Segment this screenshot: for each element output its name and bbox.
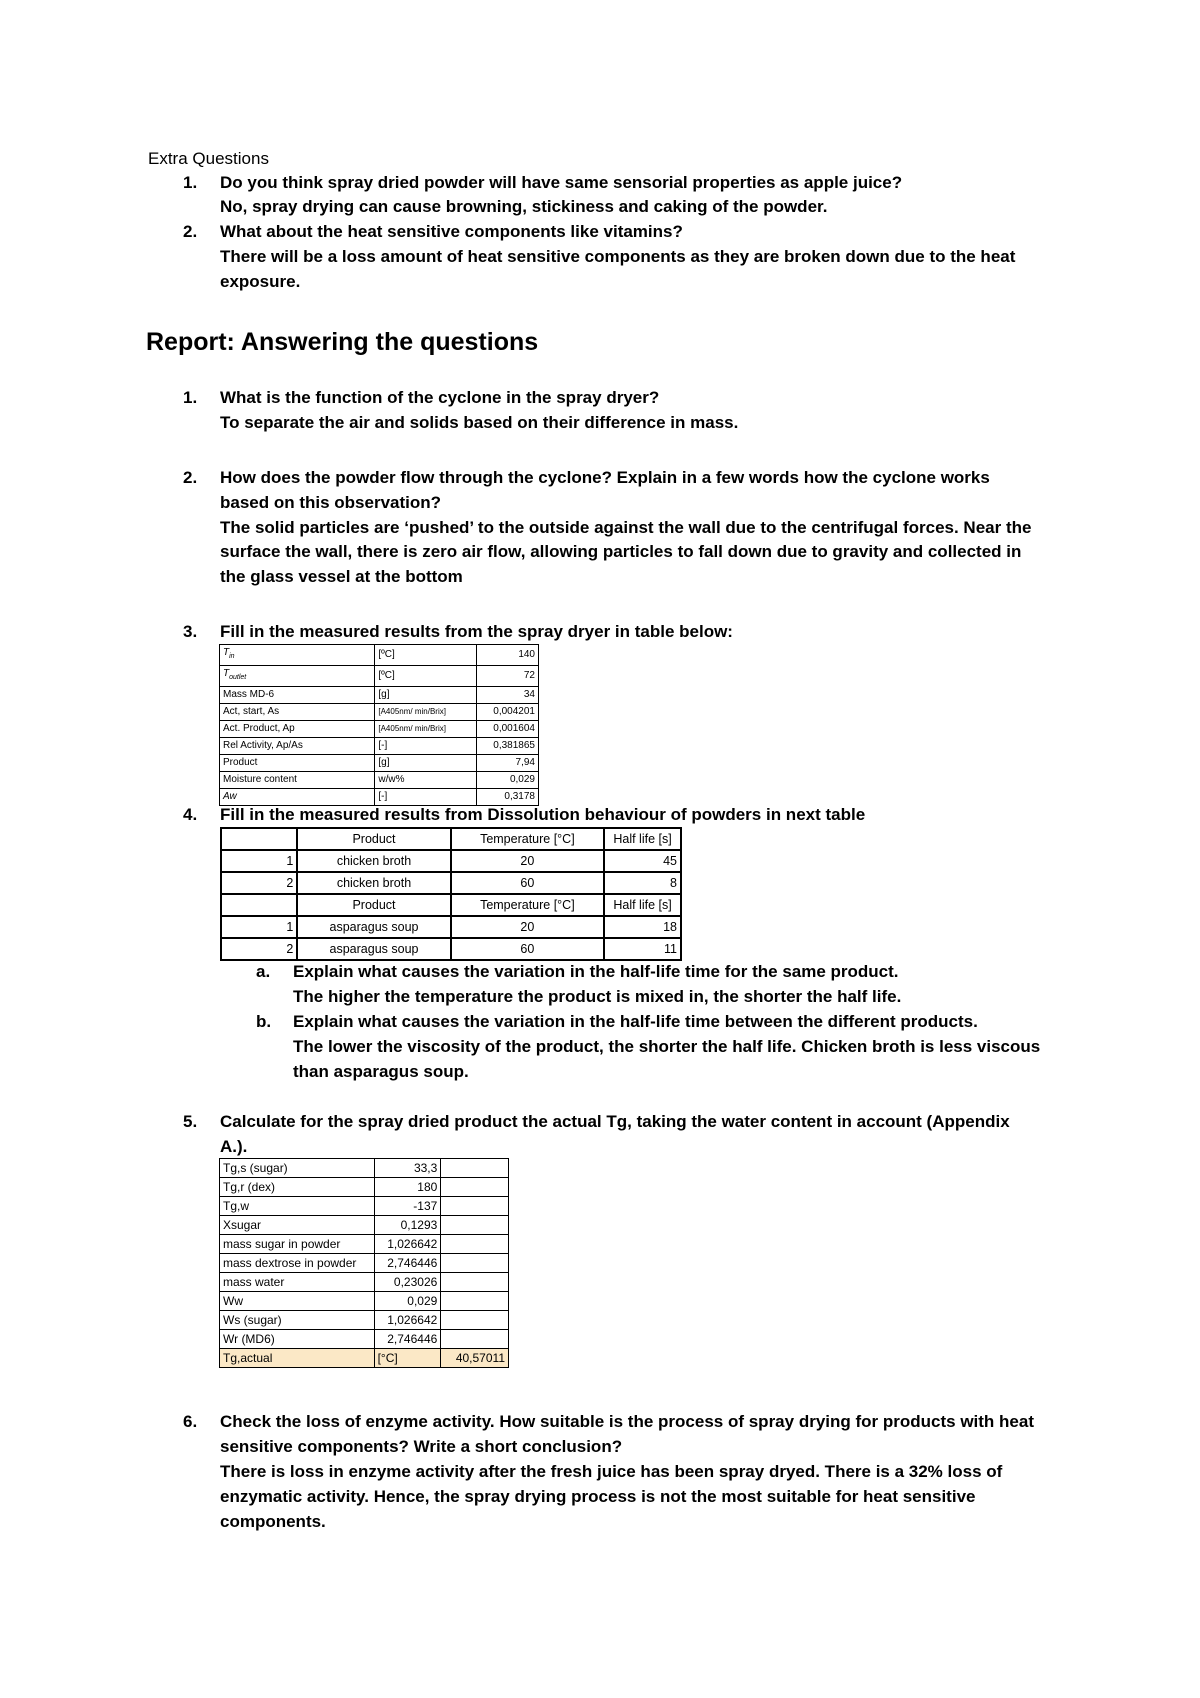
extra-q2-answer-line2: exposure. (220, 272, 301, 291)
cell-extra (441, 1178, 509, 1197)
cell-label: Act. Product, Ap (220, 721, 375, 738)
cell: Half life [s] (604, 828, 681, 850)
q1-number: 1. (183, 388, 198, 407)
q5-text-line2: A.). (220, 1137, 248, 1156)
table-row (221, 828, 681, 850)
spray-dryer-table (219, 644, 539, 806)
cell-value: 0,23026 (374, 1273, 441, 1292)
table-row (220, 1178, 509, 1197)
cell-label: Moisture content (220, 772, 375, 789)
cell-value: 0,3178 (477, 789, 539, 806)
dissolution-table (220, 827, 682, 961)
q1-answer: To separate the air and solids based on their difference in mass. (220, 413, 739, 432)
extra-q1-answer: No, spray drying can cause browning, stickiness and caking of the powder. (220, 197, 828, 216)
cell-value: 2,746446 (374, 1254, 441, 1273)
cell-unit: [ºC] (375, 645, 477, 666)
cell-value: 180 (374, 1178, 441, 1197)
cell: 20 (451, 916, 604, 938)
q2-question-line2: based on this observation? (220, 493, 442, 512)
q6-answer-line1: There is loss in enzyme activity after the fresh juice has been spray dryed. There is a 32% loss of (220, 1462, 1003, 1481)
cell-label: Aw (220, 789, 375, 806)
cell-value: 0,001604 (477, 721, 539, 738)
table-row (220, 1254, 509, 1273)
table-row (221, 850, 681, 872)
table-row (220, 1311, 509, 1330)
cell-value: 0,004201 (477, 704, 539, 721)
q6-question-line2: sensitive components? Write a short conclusion? (220, 1437, 623, 1456)
table-row (220, 738, 539, 755)
cell-label: Product (220, 755, 375, 772)
q4b-question: Explain what causes the variation in the half-life time between the different products. (293, 1012, 978, 1031)
cell: Product (297, 828, 450, 850)
cell-value: 7,94 (477, 755, 539, 772)
table-row (221, 872, 681, 894)
cell: 8 (604, 872, 681, 894)
cell-unit: [A405nm/ min/Brix] (375, 721, 477, 738)
cell-unit: [-] (375, 789, 477, 806)
cell-value: 72 (477, 666, 539, 687)
table-row (220, 772, 539, 789)
table-row (220, 704, 539, 721)
q2-question-line1: How does the powder flow through the cyclone? Explain in a few words how the cyclone works (220, 468, 990, 487)
q4b-letter: b. (256, 1012, 272, 1031)
table-row (220, 1330, 509, 1349)
cell: 18 (604, 916, 681, 938)
cell-unit: [ºC] (375, 666, 477, 687)
cell-label: Tg,actual (220, 1349, 375, 1368)
extra-title: Extra Questions (148, 149, 269, 168)
cell: Half life [s] (604, 894, 681, 916)
cell: Temperature [°C] (451, 828, 604, 850)
cell: asparagus soup (297, 916, 450, 938)
cell: 2 (221, 938, 297, 960)
q4b-answer-line2: than asparagus soup. (293, 1062, 469, 1081)
cell-label: $T_{outlet}$ (220, 666, 375, 687)
q2-answer-line1: The solid particles are ‘pushed’ to the outside against the wall due to the centrifugal forces. Near the (220, 518, 1032, 537)
q4b-answer-line1: The lower the viscosity of the product, the shorter the half life. Chicken broth is less viscous (293, 1037, 1041, 1056)
cell-value: 0,381865 (477, 738, 539, 755)
table-row (220, 666, 539, 687)
cell-value: 33,3 (374, 1159, 441, 1178)
cell: 11 (604, 938, 681, 960)
cell-value: -137 (374, 1197, 441, 1216)
table-row (221, 938, 681, 960)
cell-label: $T_{in}$ (220, 645, 375, 666)
cell-extra (441, 1273, 509, 1292)
table-row (220, 789, 539, 806)
cell: 1 (221, 850, 297, 872)
q4a-letter: a. (256, 962, 271, 981)
extra-q1-question: Do you think spray dried powder will have same sensorial properties as apple juice? (220, 173, 903, 192)
table-row (220, 1235, 509, 1254)
table-row (220, 645, 539, 666)
q3-text: Fill in the measured results from the spray dryer in table below: (220, 622, 733, 641)
q6-answer-line2: enzymatic activity. Hence, the spray drying process is not the most suitable for heat sensitive (220, 1487, 976, 1506)
cell: 45 (604, 850, 681, 872)
extra-q1-number: 1. (183, 173, 198, 192)
q5-number: 5. (183, 1112, 198, 1131)
table-row (220, 1216, 509, 1235)
table-row (221, 894, 681, 916)
cell: 60 (451, 938, 604, 960)
cell: 60 (451, 872, 604, 894)
cell-unit: [°C] (374, 1349, 441, 1368)
table-row (220, 721, 539, 738)
report-heading: Report: Answering the questions (146, 328, 539, 356)
cell-value: 40,57011 (441, 1349, 509, 1368)
table-row (220, 755, 539, 772)
table-row (221, 916, 681, 938)
table-row (220, 1197, 509, 1216)
q4-number: 4. (183, 805, 198, 824)
tg-table (219, 1158, 509, 1368)
cell (221, 894, 297, 916)
table-row (220, 1159, 509, 1178)
q2-answer-line3: the glass vessel at the bottom (220, 567, 463, 586)
cell-value: 2,746446 (374, 1330, 441, 1349)
cell-label: Tg,w (220, 1197, 375, 1216)
table-row-highlight (220, 1349, 509, 1368)
table-row (220, 1273, 509, 1292)
cell-unit: [A405nm/ min/Brix] (375, 704, 477, 721)
table-row (220, 687, 539, 704)
cell-unit: [-] (375, 738, 477, 755)
q2-answer-line2: surface the wall, there is zero air flow, allowing particles to fall down due to gravity and collected in (220, 542, 1022, 561)
cell-value: 0,029 (477, 772, 539, 789)
extra-q2-number: 2. (183, 222, 198, 241)
q1-question: What is the function of the cyclone in the spray dryer? (220, 388, 660, 407)
q2-number: 2. (183, 468, 198, 487)
cell-extra (441, 1216, 509, 1235)
q4a-question: Explain what causes the variation in the half-life time for the same product. (293, 962, 899, 981)
cell-label: Ws (sugar) (220, 1311, 375, 1330)
q6-question-line1: Check the loss of enzyme activity. How suitable is the process of spray drying for products with heat (220, 1412, 1034, 1431)
cell-extra (441, 1254, 509, 1273)
cell-label: Ww (220, 1292, 375, 1311)
cell-label: mass sugar in powder (220, 1235, 375, 1254)
cell: chicken broth (297, 872, 450, 894)
extra-q2-answer-line1: There will be a loss amount of heat sensitive components as they are broken down due to the heat (220, 247, 1016, 266)
cell-label: Tg,s (sugar) (220, 1159, 375, 1178)
q4-text: Fill in the measured results from Dissolution behaviour of powders in next table (220, 805, 866, 824)
cell-label: Xsugar (220, 1216, 375, 1235)
cell: asparagus soup (297, 938, 450, 960)
cell-value: 0,1293 (374, 1216, 441, 1235)
q3-number: 3. (183, 622, 198, 641)
cell-value: 1,026642 (374, 1235, 441, 1254)
cell-label: mass dextrose in powder (220, 1254, 375, 1273)
cell: Product (297, 894, 450, 916)
cell-value: 34 (477, 687, 539, 704)
cell: 1 (221, 916, 297, 938)
cell-unit: [g] (375, 687, 477, 704)
cell: Temperature [°C] (451, 894, 604, 916)
cell: 2 (221, 872, 297, 894)
q6-number: 6. (183, 1412, 198, 1431)
cell: chicken broth (297, 850, 450, 872)
cell-label: Tg,r (dex) (220, 1178, 375, 1197)
cell-extra (441, 1159, 509, 1178)
cell-label: mass water (220, 1273, 375, 1292)
q4a-answer: The higher the temperature the product is mixed in, the shorter the half life. (293, 987, 902, 1006)
cell-extra (441, 1292, 509, 1311)
cell-label: Mass MD-6 (220, 687, 375, 704)
cell-label: Act, start, As (220, 704, 375, 721)
cell-extra (441, 1235, 509, 1254)
q6-answer-line3: components. (220, 1512, 326, 1531)
cell-value: 0,029 (374, 1292, 441, 1311)
cell (221, 828, 297, 850)
cell-value: 140 (477, 645, 539, 666)
cell-extra (441, 1197, 509, 1216)
cell-extra (441, 1330, 509, 1349)
table-row (220, 1292, 509, 1311)
extra-q2-question: What about the heat sensitive components like vitamins? (220, 222, 683, 241)
cell-unit: [g] (375, 755, 477, 772)
cell-label: Rel Activity, Ap/As (220, 738, 375, 755)
cell-extra (441, 1311, 509, 1330)
cell: 20 (451, 850, 604, 872)
cell-value: 1,026642 (374, 1311, 441, 1330)
cell-unit: w/w% (375, 772, 477, 789)
cell-label: Wr (MD6) (220, 1330, 375, 1349)
q5-text-line1: Calculate for the spray dried product the actual Tg, taking the water content in account (Appendix (220, 1112, 1010, 1131)
